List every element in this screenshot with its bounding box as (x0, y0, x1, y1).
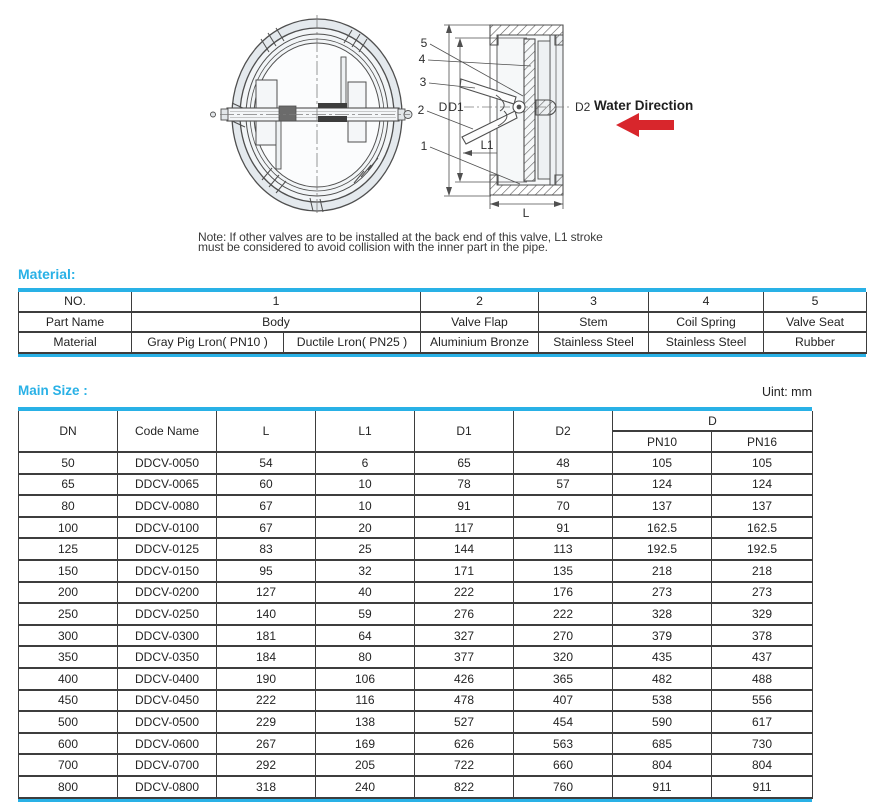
col-header-pn10: PN10 (613, 431, 712, 452)
dim-label-d1: D1 (448, 100, 464, 114)
cell-pn16: 804 (712, 754, 813, 776)
row-label-material: Material (19, 332, 132, 353)
note-line-2: must be considered to avoid collision with the inner part in the pipe. (198, 240, 548, 255)
part-name-cell: Stem (539, 312, 649, 333)
cell-l1: 80 (316, 646, 415, 668)
cell-pn10: 328 (613, 603, 712, 625)
callout-4: 4 (418, 52, 426, 66)
callout-2: 2 (417, 103, 425, 117)
cell-l: 222 (217, 690, 316, 712)
callout-1: 1 (420, 139, 428, 153)
cell-code: DDCV-0100 (118, 517, 217, 539)
cell-pn10: 804 (613, 754, 712, 776)
dim-label-d: D (438, 100, 448, 114)
cell-l: 184 (217, 646, 316, 668)
cell-d1: 144 (415, 538, 514, 560)
cell-pn16: 329 (712, 603, 813, 625)
material-row-part (19, 312, 867, 333)
size-row (19, 625, 813, 647)
row-label-part: Part Name (19, 312, 132, 333)
cell-d1: 327 (415, 625, 514, 647)
material-cell: Gray Pig Lron( PN10 ) (132, 332, 284, 353)
cell-dn: 150 (19, 560, 118, 582)
cell-d2: 270 (514, 625, 613, 647)
cell-l1: 240 (316, 776, 415, 798)
cell-l1: 106 (316, 668, 415, 690)
cell-dn: 250 (19, 603, 118, 625)
dim-label-d2: D2 (575, 100, 591, 114)
cell-code: DDCV-0400 (118, 668, 217, 690)
material-cell: Stainless Steel (539, 332, 649, 353)
col-header-d: D (613, 411, 813, 431)
cell-pn16: 218 (712, 560, 813, 582)
size-row (19, 733, 813, 755)
cell-pn16: 162.5 (712, 517, 813, 539)
cell-d1: 222 (415, 582, 514, 604)
material-no-cell: 2 (421, 292, 539, 312)
note-line-1: Note: If other valves are to be installed at the back end of this valve, L1 stroke (198, 230, 603, 244)
cell-l: 181 (217, 625, 316, 647)
cell-code: DDCV-0700 (118, 754, 217, 776)
cell-d2: 563 (514, 733, 613, 755)
material-no-cell: 3 (539, 292, 649, 312)
part-name-cell: Valve Seat (764, 312, 867, 333)
cell-pn10: 538 (613, 690, 712, 712)
cell-d1: 65 (415, 452, 514, 474)
cell-code: DDCV-0050 (118, 452, 217, 474)
cell-pn10: 590 (613, 711, 712, 733)
size-row (19, 754, 813, 776)
cell-l1: 59 (316, 603, 415, 625)
size-row (19, 495, 813, 517)
cell-code: DDCV-0450 (118, 690, 217, 712)
col-header-dn: DN (19, 411, 118, 452)
cell-d1: 478 (415, 690, 514, 712)
cell-d2: 760 (514, 776, 613, 798)
cell-d1: 171 (415, 560, 514, 582)
cell-code: DDCV-0350 (118, 646, 217, 668)
cell-code: DDCV-0250 (118, 603, 217, 625)
part-name-cell: Coil Spring (649, 312, 764, 333)
cell-code: DDCV-0065 (118, 474, 217, 496)
size-row (19, 538, 813, 560)
part-name-cell: Body (132, 312, 421, 333)
cell-code: DDCV-0800 (118, 776, 217, 798)
cell-pn10: 273 (613, 582, 712, 604)
cell-d2: 70 (514, 495, 613, 517)
cell-pn16: 137 (712, 495, 813, 517)
valve-plate (524, 39, 535, 181)
cell-d2: 222 (514, 603, 613, 625)
cell-pn16: 730 (712, 733, 813, 755)
cell-l: 229 (217, 711, 316, 733)
dim-label-l: L (522, 206, 530, 220)
cell-l: 60 (217, 474, 316, 496)
installation-note (198, 232, 698, 253)
col-header-d2: D2 (514, 411, 613, 452)
cell-l: 54 (217, 452, 316, 474)
cell-code: DDCV-0500 (118, 711, 217, 733)
col-header-pn16: PN16 (712, 431, 813, 452)
cell-l: 95 (217, 560, 316, 582)
cell-code: DDCV-0125 (118, 538, 217, 560)
cell-d2: 113 (514, 538, 613, 560)
cell-d2: 135 (514, 560, 613, 582)
cell-dn: 80 (19, 495, 118, 517)
cell-pn16: 105 (712, 452, 813, 474)
col-header-l1: L1 (316, 411, 415, 452)
size-row (19, 668, 813, 690)
cell-dn: 500 (19, 711, 118, 733)
cell-pn16: 437 (712, 646, 813, 668)
material-table (18, 288, 866, 357)
cell-l: 67 (217, 495, 316, 517)
cell-d1: 117 (415, 517, 514, 539)
front-view-drawing (211, 15, 413, 215)
stem-boss (536, 100, 556, 115)
cell-dn: 300 (19, 625, 118, 647)
cell-dn: 700 (19, 754, 118, 776)
cell-d2: 320 (514, 646, 613, 668)
cell-l1: 10 (316, 495, 415, 517)
cell-pn16: 911 (712, 776, 813, 798)
cell-pn16: 124 (712, 474, 813, 496)
cell-dn: 200 (19, 582, 118, 604)
material-no-cell: 5 (764, 292, 867, 312)
coil-spring-part (279, 106, 296, 121)
cell-d1: 78 (415, 474, 514, 496)
cell-pn10: 435 (613, 646, 712, 668)
cell-l1: 138 (316, 711, 415, 733)
cell-l1: 25 (316, 538, 415, 560)
size-row (19, 474, 813, 496)
cell-dn: 800 (19, 776, 118, 798)
cell-pn10: 192.5 (613, 538, 712, 560)
water-direction-label: Water Direction (594, 98, 694, 113)
cell-dn: 400 (19, 668, 118, 690)
cell-pn10: 218 (613, 560, 712, 582)
material-cell: Aluminium Bronze (421, 332, 539, 353)
cell-d2: 91 (514, 517, 613, 539)
cell-pn10: 685 (613, 733, 712, 755)
cell-l: 318 (217, 776, 316, 798)
callout-5: 5 (420, 36, 428, 50)
cell-l: 292 (217, 754, 316, 776)
cell-pn16: 488 (712, 668, 813, 690)
cell-pn10: 162.5 (613, 517, 712, 539)
cell-d2: 454 (514, 711, 613, 733)
cell-l1: 116 (316, 690, 415, 712)
cell-l1: 64 (316, 625, 415, 647)
cell-pn10: 379 (613, 625, 712, 647)
cell-code: DDCV-0080 (118, 495, 217, 517)
cell-dn: 125 (19, 538, 118, 560)
main-size-section-title: Main Size : (18, 383, 88, 398)
cell-d2: 660 (514, 754, 613, 776)
col-header-d1: D1 (415, 411, 514, 452)
cell-l1: 6 (316, 452, 415, 474)
cell-pn16: 617 (712, 711, 813, 733)
cell-dn: 100 (19, 517, 118, 539)
cell-d2: 48 (514, 452, 613, 474)
material-no-cell: 1 (132, 292, 421, 312)
cell-d2: 176 (514, 582, 613, 604)
cell-l1: 205 (316, 754, 415, 776)
material-cell: Ductile Lron( PN25 ) (284, 332, 421, 353)
callout-3: 3 (419, 75, 427, 89)
cell-d1: 822 (415, 776, 514, 798)
cell-pn16: 556 (712, 690, 813, 712)
cell-dn: 450 (19, 690, 118, 712)
cell-d1: 91 (415, 495, 514, 517)
cell-l: 83 (217, 538, 316, 560)
cell-dn: 65 (19, 474, 118, 496)
size-row (19, 517, 813, 539)
section-view-drawing (460, 25, 572, 195)
cell-l: 127 (217, 582, 316, 604)
part-name-cell: Valve Flap (421, 312, 539, 333)
material-section-title: Material: (18, 266, 76, 282)
cell-l: 140 (217, 603, 316, 625)
water-direction-arrow-icon (616, 113, 674, 137)
cell-d1: 426 (415, 668, 514, 690)
cell-code: DDCV-0300 (118, 625, 217, 647)
main-size-table (18, 407, 812, 802)
cell-code: DDCV-0200 (118, 582, 217, 604)
cell-code: DDCV-0600 (118, 733, 217, 755)
cell-d1: 377 (415, 646, 514, 668)
cell-d1: 722 (415, 754, 514, 776)
size-header-row (19, 411, 813, 431)
cell-d2: 365 (514, 668, 613, 690)
cell-pn10: 105 (613, 452, 712, 474)
material-no-cell: 4 (649, 292, 764, 312)
cell-l: 67 (217, 517, 316, 539)
cell-d2: 57 (514, 474, 613, 496)
cell-d2: 407 (514, 690, 613, 712)
material-cell: Rubber (764, 332, 867, 353)
cell-pn16: 192.5 (712, 538, 813, 560)
dim-label-l1: L1 (480, 140, 494, 152)
row-label-no: NO. (19, 292, 132, 312)
cell-d1: 527 (415, 711, 514, 733)
size-row (19, 646, 813, 668)
size-row (19, 582, 813, 604)
cell-pn10: 137 (613, 495, 712, 517)
cell-l1: 20 (316, 517, 415, 539)
cell-d1: 626 (415, 733, 514, 755)
size-row (19, 603, 813, 625)
cell-l1: 32 (316, 560, 415, 582)
size-row (19, 711, 813, 733)
technical-drawing (0, 0, 873, 228)
cell-l1: 10 (316, 474, 415, 496)
cell-d1: 276 (415, 603, 514, 625)
material-row-no (19, 292, 867, 312)
size-row (19, 690, 813, 712)
size-row (19, 776, 813, 798)
cell-pn10: 482 (613, 668, 712, 690)
col-header-l: L (217, 411, 316, 452)
size-row (19, 560, 813, 582)
unit-label: Uint: mm (762, 385, 812, 399)
cell-l: 267 (217, 733, 316, 755)
cell-pn16: 273 (712, 582, 813, 604)
cell-dn: 600 (19, 733, 118, 755)
cell-pn16: 378 (712, 625, 813, 647)
cell-l1: 40 (316, 582, 415, 604)
cell-code: DDCV-0150 (118, 560, 217, 582)
cell-pn10: 911 (613, 776, 712, 798)
cell-dn: 50 (19, 452, 118, 474)
size-row (19, 452, 813, 474)
cell-dn: 350 (19, 646, 118, 668)
cell-l1: 169 (316, 733, 415, 755)
material-row-material (19, 332, 867, 353)
material-cell: Stainless Steel (649, 332, 764, 353)
cell-l: 190 (217, 668, 316, 690)
col-header-code-name: Code Name (118, 411, 217, 452)
cell-pn10: 124 (613, 474, 712, 496)
